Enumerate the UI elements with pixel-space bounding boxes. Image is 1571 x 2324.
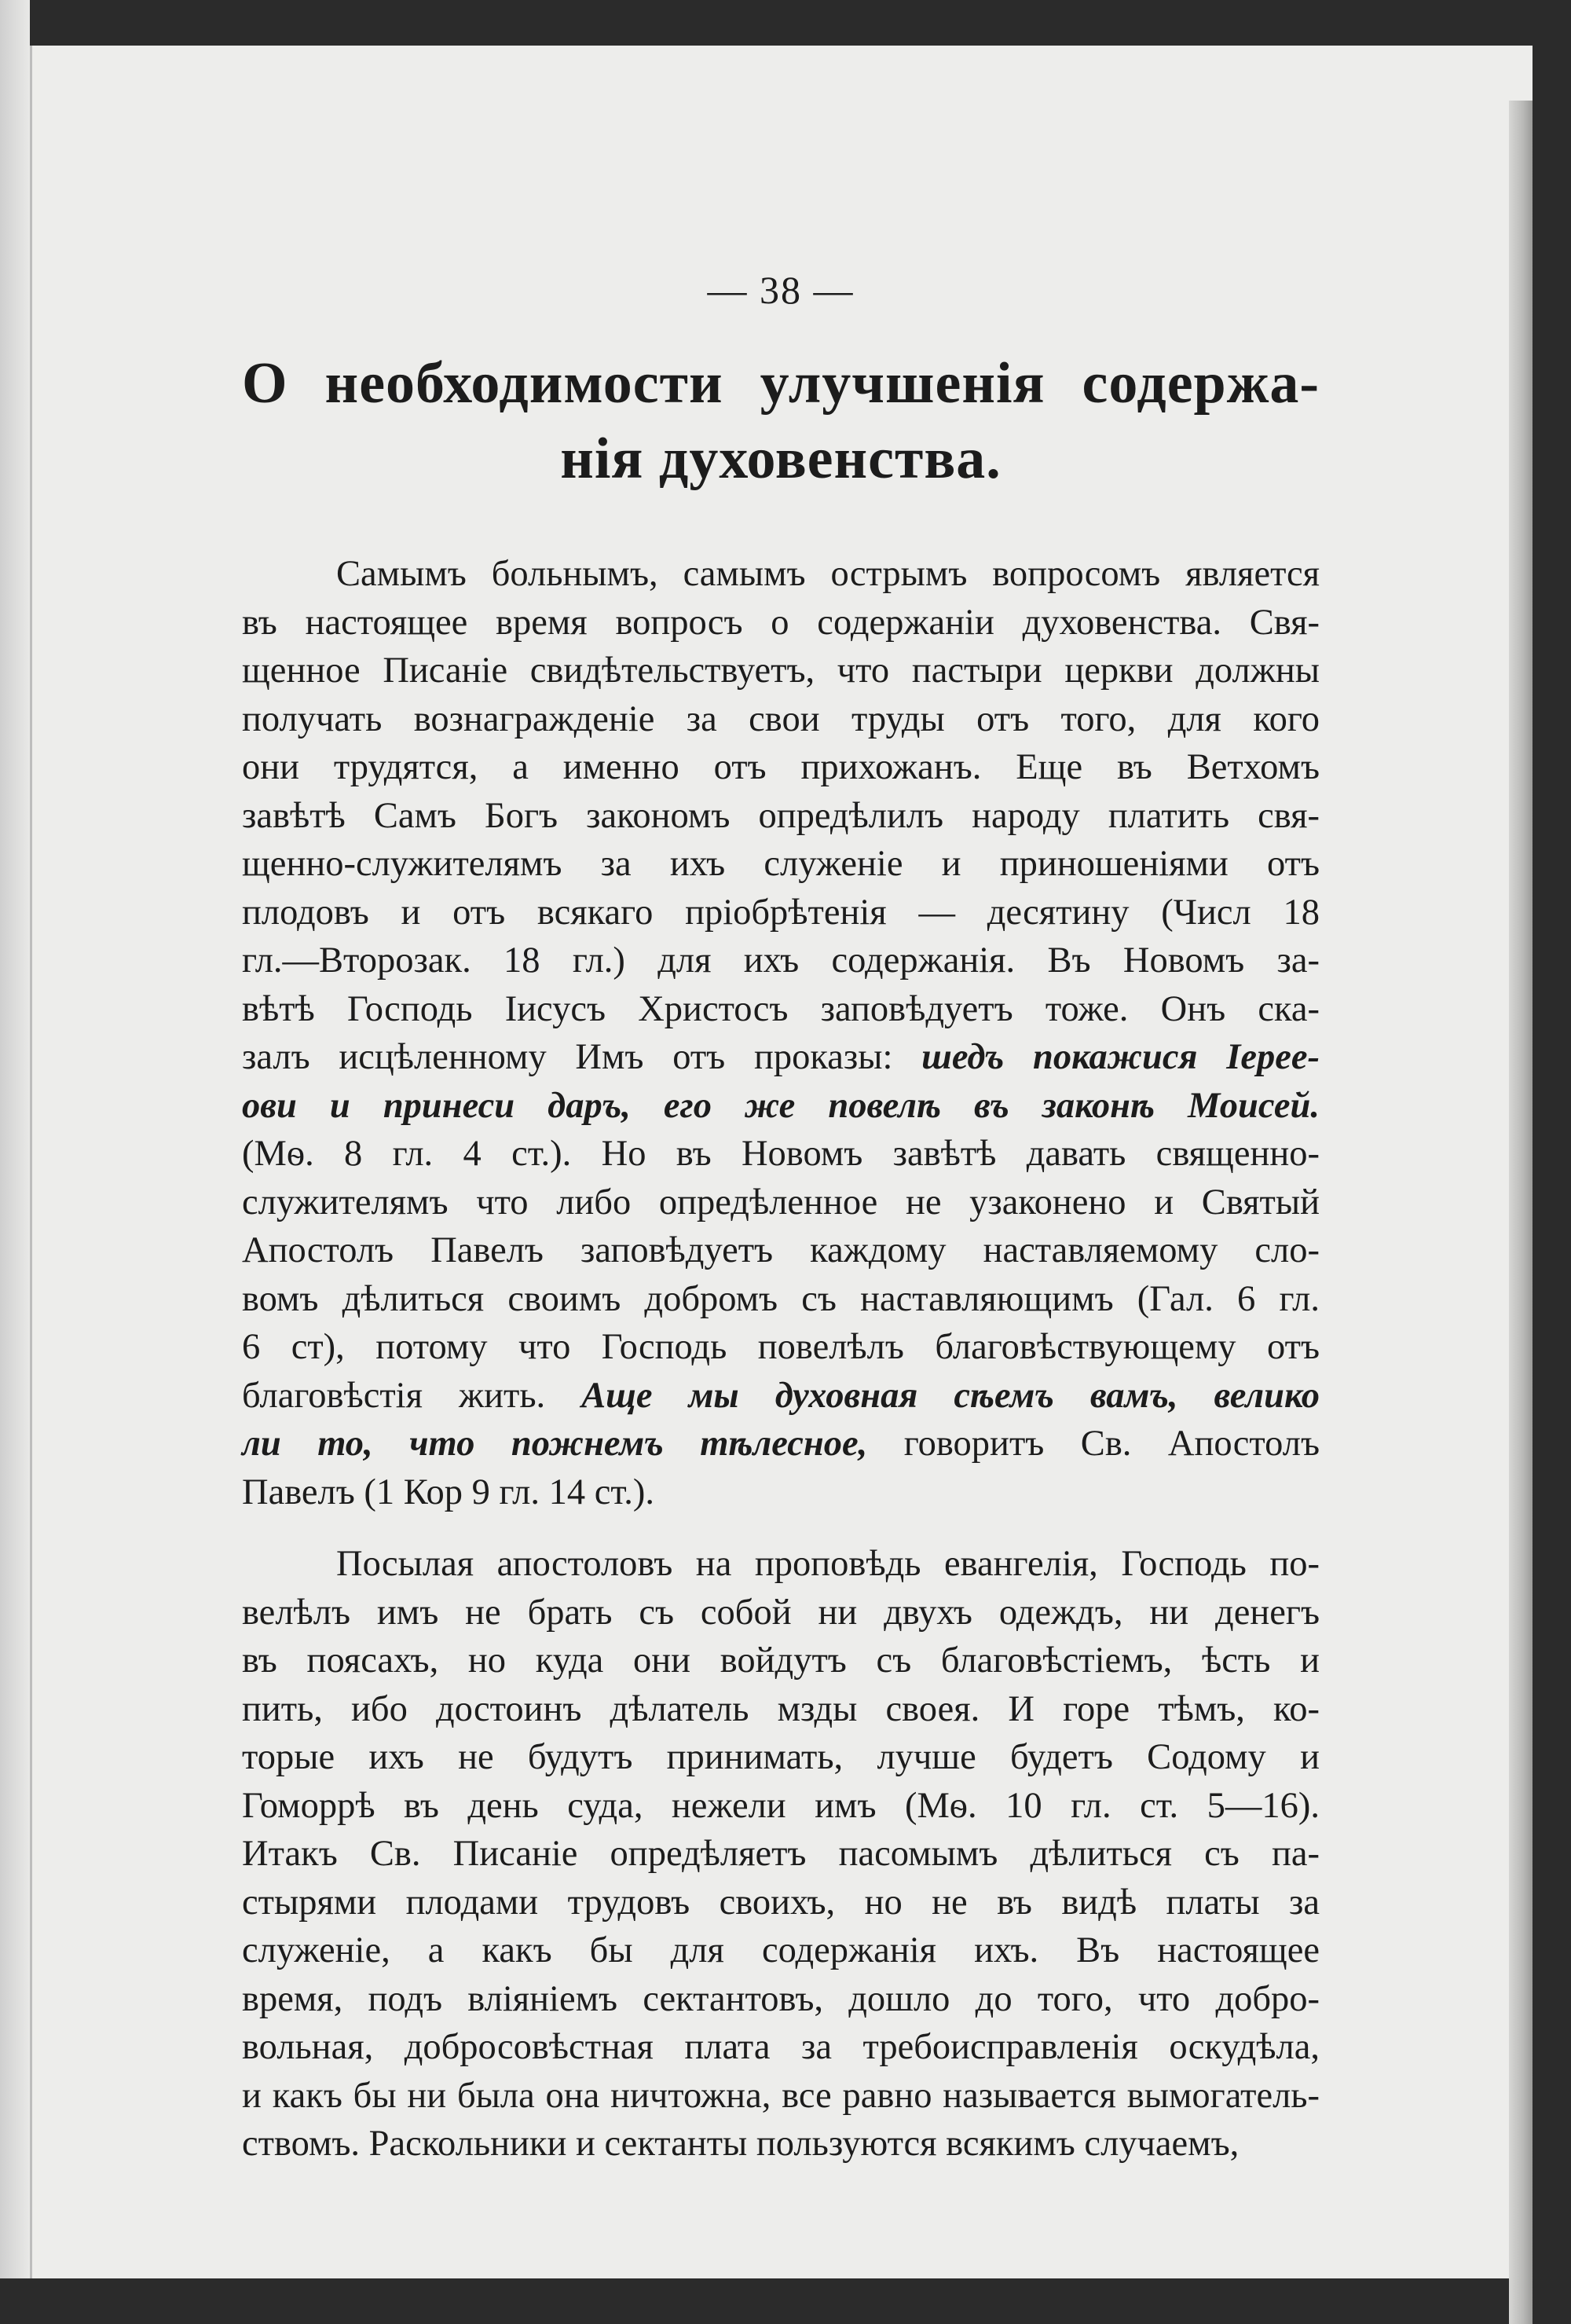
scripture-quote: Аще мы духовная сѣемъ вамъ, велико bbox=[581, 1375, 1320, 1416]
text-line: Итакъ Св. Писаніе опредѣляетъ пасомымъ дѣлиться съ па- bbox=[242, 1834, 1320, 1874]
scripture-quote: шедъ покажися Іерее- bbox=[921, 1037, 1320, 1077]
text-line: вѣтѣ Господь Іисусъ Христосъ заповѣдуетъ тоже. Онъ ска- bbox=[242, 988, 1320, 1029]
text-line: стырями плодами трудовъ своихъ, но не въ видѣ платы за bbox=[242, 1882, 1320, 1923]
text-line: служеніе, а какъ бы для содержанія ихъ. Въ настоящее bbox=[242, 1930, 1320, 1970]
text-line: завѣтѣ Самъ Богъ закономъ опредѣлилъ народу платить свя- bbox=[242, 795, 1320, 836]
article-title bbox=[242, 346, 1320, 497]
text-line: Самымъ больнымъ, самымъ острымъ вопросомъ является bbox=[336, 554, 1320, 594]
scripture-quote: ови и принеси даръ, его же повелѣ въ законѣ Моисей. bbox=[242, 1085, 1320, 1126]
text-line: гл.—Второзак. 18 гл.) для ихъ содержанія. Въ Новомъ за- bbox=[242, 940, 1320, 981]
page-number: — 38 — bbox=[707, 268, 855, 312]
text-line: Посылая апостоловъ на проповѣдь евангелія, Господь по- bbox=[336, 1544, 1320, 1584]
page-edge-shadow bbox=[1509, 101, 1533, 2324]
title-line: нія духовенства. bbox=[560, 427, 1002, 491]
text-line: вомъ дѣлиться своимъ добромъ съ наставляющимъ (Гал. 6 гл. bbox=[242, 1278, 1320, 1319]
title-line: О необходимости улучшенія содержа- bbox=[242, 351, 1320, 416]
text-line: Гоморрѣ въ день суда, нежели имъ (Мѳ. 10 гл. ст. 5—16). bbox=[242, 1785, 1320, 1826]
text-line: въ настоящее время вопросъ о содержаніи духовенства. Свя- bbox=[242, 602, 1320, 643]
text-line: вольная, добросовѣстная плата за требоисправленія оскудѣла, bbox=[242, 2027, 1320, 2067]
text-line: ли то, что пожнемъ тѣлесное, говоритъ Св. Апостолъ bbox=[242, 1424, 1320, 1464]
text-line: щенно-служителямъ за ихъ служеніе и приношеніями отъ bbox=[242, 844, 1320, 884]
scan-left-margin bbox=[0, 0, 30, 2278]
scripture-quote: ли то, что пожнемъ тѣлесное, bbox=[242, 1424, 868, 1464]
paragraph-2 bbox=[242, 1540, 1320, 2168]
text-line: велѣлъ имъ не брать съ собой ни двухъ одеждъ, ни денегъ bbox=[242, 1592, 1320, 1633]
text-line: торые ихъ не будутъ принимать, лучше будетъ Содому и bbox=[242, 1737, 1320, 1777]
text-line: Павелъ (1 Кор 9 гл. 14 ст.). bbox=[242, 1472, 654, 1512]
text-line: получать вознагражденіе за свои труды отъ того, для кого bbox=[242, 698, 1320, 739]
article-body bbox=[242, 550, 1320, 2168]
text-line: Апостолъ Павелъ заповѣдуетъ каждому наставляемому сло- bbox=[242, 1230, 1320, 1270]
text-line: время, подъ вліяніемъ сектантовъ, дошло до того, что добро- bbox=[242, 1978, 1320, 2019]
text-line bbox=[242, 1082, 1320, 1131]
paragraph-1 bbox=[242, 550, 1320, 1516]
text-line: и какъ бы ни была она ничтожна, все равно называется вымогатель- bbox=[242, 2075, 1320, 2116]
text-line: пить, ибо достоинъ дѣлатель мзды своея. И горе тѣмъ, ко- bbox=[242, 1688, 1320, 1729]
text-line: они трудятся, а именно отъ прихожанъ. Еще въ Ветхомъ bbox=[242, 747, 1320, 787]
text-line: служителямъ что либо опредѣленное не узаконено и Святый bbox=[242, 1182, 1320, 1222]
text-line: (Мѳ. 8 гл. 4 ст.). Но въ Новомъ завѣтѣ давать священно- bbox=[242, 1134, 1320, 1174]
text-line: залъ исцѣленному Имъ отъ проказы: шедъ покажися Іерее- bbox=[242, 1037, 1320, 1077]
text-line: въ поясахъ, но куда они войдутъ съ благовѣстіемъ, ѣсть и bbox=[242, 1640, 1320, 1681]
text-line: 6 ст), потому что Господь повелѣлъ благовѣствующему отъ bbox=[242, 1327, 1320, 1367]
text-line: щенное Писаніе свидѣтельствуетъ, что пастыри церкви должны bbox=[242, 651, 1320, 691]
text-line: ствомъ. Раскольники и сектанты пользуются всякимъ случаемъ, bbox=[242, 2124, 1240, 2164]
text-line: благовѣстія жить. Аще мы духовная сѣемъ вамъ, велико bbox=[242, 1375, 1320, 1416]
text-line: плодовъ и отъ всякаго пріобрѣтенія — десятину (Числ 18 bbox=[242, 892, 1320, 933]
